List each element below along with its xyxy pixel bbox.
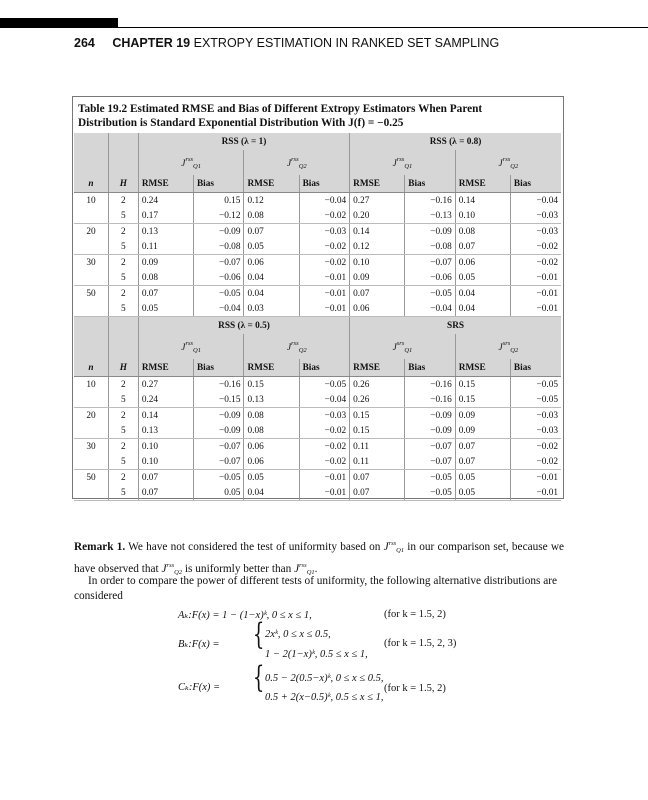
table-cell: 0.20 — [350, 208, 405, 224]
eq-B: Bₖ:F(x) = — [178, 639, 220, 650]
table-cell: −0.05 — [405, 470, 456, 486]
table-row — [74, 270, 561, 286]
table-cell: 5 — [108, 208, 138, 224]
table-cell: 0.05 — [193, 485, 244, 501]
table-cell: 50 — [86, 472, 96, 483]
table-cell — [74, 208, 108, 224]
table-cell: −0.16 — [405, 392, 456, 408]
table-cell: −0.02 — [299, 255, 350, 271]
table-cell: 0.06 — [350, 301, 405, 317]
table-cell — [74, 485, 108, 501]
table-cell — [74, 392, 108, 408]
table-row — [74, 470, 561, 486]
table-cell: 2 — [108, 286, 138, 302]
remark-label: Remark 1. — [74, 541, 126, 553]
table-cell: 2 — [108, 255, 138, 271]
table-cell: −0.04 — [299, 392, 350, 408]
table-cell: 0.10 — [350, 255, 405, 271]
column-header: n — [74, 175, 108, 193]
table-cell: −0.03 — [510, 208, 561, 224]
column-header: H — [108, 359, 138, 377]
table-cell: 0.26 — [350, 392, 405, 408]
table-cell: 0.04 — [244, 286, 299, 302]
table-cell: −0.04 — [193, 301, 244, 317]
table-row — [74, 239, 561, 255]
table-cell: −0.05 — [405, 286, 456, 302]
table-row — [74, 255, 561, 271]
table-cell: −0.01 — [299, 485, 350, 501]
table-cell: 0.15 — [350, 423, 405, 439]
table-cell: 0.10 — [138, 454, 193, 470]
table-row — [74, 423, 561, 439]
table-cell: −0.04 — [510, 193, 561, 209]
table-cell: 0.14 — [350, 224, 405, 240]
table-cell: 30 — [86, 441, 96, 452]
spacer-cell — [108, 133, 138, 150]
table-cell: 0.03 — [244, 301, 299, 317]
table-cell: 5 — [108, 301, 138, 317]
table-cell: −0.07 — [405, 255, 456, 271]
table-cell: −0.08 — [405, 239, 456, 255]
column-header: Bias — [510, 359, 561, 377]
estimator-label: $J^{rss}_{Q2}$ — [244, 150, 350, 175]
eq-C: Cₖ:F(x) = — [178, 682, 221, 693]
body-paragraph: In order to compare the power of different tests of uniformity, the following alternative distributions are considered — [74, 575, 557, 602]
remark-sym-1: $J^{rss}_{Q1}$ — [383, 540, 405, 554]
table-cell: 0.04 — [455, 301, 510, 317]
spacer-cell — [74, 317, 108, 335]
spacer-cell — [108, 334, 138, 359]
table-cell: 2 — [108, 377, 138, 393]
table-cell: −0.16 — [405, 193, 456, 209]
table-row — [74, 286, 561, 302]
table-cell: 0.06 — [244, 454, 299, 470]
spacer-cell — [108, 150, 138, 175]
table-cell: −0.01 — [510, 485, 561, 501]
table-cell: 5 — [108, 454, 138, 470]
table-cell: 0.09 — [138, 255, 193, 271]
group-header-row — [74, 133, 561, 150]
table-cell — [74, 301, 108, 317]
column-header: RMSE — [138, 359, 193, 377]
table-cell: −0.13 — [405, 208, 456, 224]
spacer-cell — [74, 133, 108, 150]
group-label-right: SRS — [350, 317, 561, 335]
group-label-right: RSS (λ = 0.8) — [350, 133, 561, 150]
table-row — [74, 408, 561, 424]
chapter-title: EXTROPY ESTIMATION IN RANKED SET SAMPLING — [193, 36, 500, 50]
column-header-row — [74, 359, 561, 377]
table-cell: −0.06 — [193, 270, 244, 286]
column-header: RMSE — [455, 359, 510, 377]
table-cell: −0.01 — [299, 301, 350, 317]
table-cell: −0.09 — [193, 408, 244, 424]
table-row — [74, 439, 561, 455]
table-cell: −0.09 — [405, 224, 456, 240]
table-cell: 20 — [86, 226, 96, 237]
table-cell: 0.07 — [350, 485, 405, 501]
estimator-label: $J^{srs}_{Q2}$ — [455, 334, 561, 359]
column-header: RMSE — [244, 359, 299, 377]
table-cell: 0.05 — [455, 270, 510, 286]
spacer-cell — [74, 150, 108, 175]
eq-C-case2: 0.5 + 2(x−0.5)ᵏ, 0.5 ≤ x ≤ 1, — [265, 692, 384, 703]
estimator-label: $J^{rss}_{Q1}$ — [138, 334, 244, 359]
eq-C-note: (for k = 1.5, 2) — [384, 683, 446, 694]
table-cell: 30 — [86, 257, 96, 268]
table-cell: 0.07 — [244, 224, 299, 240]
table-cell: 0.26 — [350, 377, 405, 393]
column-header: Bias — [510, 175, 561, 193]
table-cell: 0.04 — [244, 485, 299, 501]
table-cell: −0.01 — [510, 301, 561, 317]
table-cell: −0.03 — [510, 423, 561, 439]
column-header: RMSE — [244, 175, 299, 193]
table-cell: −0.02 — [510, 439, 561, 455]
table-cell: −0.01 — [299, 270, 350, 286]
column-header: n — [74, 359, 108, 377]
table-cell: 0.24 — [138, 392, 193, 408]
table-cell: −0.02 — [510, 454, 561, 470]
estimator-header-row — [74, 334, 561, 359]
column-header: Bias — [405, 359, 456, 377]
table-cell: 0.06 — [244, 255, 299, 271]
table-cell: −0.04 — [405, 301, 456, 317]
table-cell: −0.03 — [510, 408, 561, 424]
eq-A: Aₖ:F(x) = 1 − (1−x)ᵏ, 0 ≤ x ≤ 1, — [178, 610, 312, 621]
table-cell: 0.15 — [350, 408, 405, 424]
chapter-label: CHAPTER 19 — [112, 36, 191, 50]
table-cell: −0.08 — [193, 239, 244, 255]
table-cell: 0.06 — [455, 255, 510, 271]
table-cell: 0.08 — [244, 408, 299, 424]
eq-C-case1: 0.5 − 2(0.5−x)ᵏ, 0 ≤ x ≤ 0.5, — [265, 673, 384, 684]
spacer-cell — [74, 334, 108, 359]
estimator-header-row — [74, 150, 561, 175]
table-cell: 0.07 — [455, 239, 510, 255]
table-cell — [74, 270, 108, 286]
group-label-left: RSS (λ = 1) — [138, 133, 349, 150]
column-header: Bias — [193, 359, 244, 377]
table-cell: 0.07 — [455, 439, 510, 455]
table-cell — [74, 423, 108, 439]
table-cell: 0.24 — [138, 193, 193, 209]
table-cell: 0.17 — [138, 208, 193, 224]
table-cell: 0.10 — [138, 439, 193, 455]
table-cell: 0.13 — [244, 392, 299, 408]
table-cell: 0.15 — [244, 377, 299, 393]
table-cell: −0.02 — [510, 239, 561, 255]
table-cell: 20 — [86, 410, 96, 421]
header-bar — [0, 18, 118, 28]
table-cell: −0.01 — [510, 270, 561, 286]
table-cell: −0.07 — [193, 255, 244, 271]
page-number: 264 — [74, 36, 95, 50]
table-cell: 0.08 — [244, 423, 299, 439]
estimator-label: $J^{rss}_{Q2}$ — [455, 150, 561, 175]
table-cell: 0.05 — [244, 239, 299, 255]
table-cell: −0.02 — [299, 239, 350, 255]
table-cell: 0.07 — [350, 470, 405, 486]
table-cell: −0.16 — [405, 377, 456, 393]
table-cell: −0.02 — [299, 208, 350, 224]
column-header-row — [74, 175, 561, 193]
table-cell: 0.08 — [455, 224, 510, 240]
table-cell: 10 — [86, 379, 96, 390]
table-cell: −0.05 — [299, 377, 350, 393]
table-cell: 0.07 — [138, 286, 193, 302]
table-cell: 2 — [108, 193, 138, 209]
column-header: RMSE — [350, 175, 405, 193]
table-cell: 0.15 — [455, 392, 510, 408]
table-cell: −0.16 — [193, 377, 244, 393]
group-header-row — [74, 317, 561, 335]
table-cell: 2 — [108, 408, 138, 424]
table-cell: 0.14 — [455, 193, 510, 209]
table-cell: 0.05 — [138, 301, 193, 317]
table-cell: −0.04 — [299, 193, 350, 209]
estimator-label: $J^{rss}_{Q2}$ — [244, 334, 350, 359]
table-row — [74, 301, 561, 317]
table-cell — [74, 239, 108, 255]
table-cell: 0.04 — [455, 286, 510, 302]
table-cell: 0.27 — [138, 377, 193, 393]
table-cell: −0.09 — [405, 408, 456, 424]
table-cell: −0.12 — [193, 208, 244, 224]
table-cell: −0.09 — [405, 423, 456, 439]
header-rule — [118, 27, 648, 28]
table-cell: 0.07 — [138, 485, 193, 501]
remark-text-2: in our comparison set, because we have observed that — [74, 541, 564, 575]
table-cell: 0.15 — [193, 193, 244, 209]
eq-B-case1: 2xᵏ, 0 ≤ x ≤ 0.5, — [265, 629, 331, 640]
table-cell: −0.05 — [510, 392, 561, 408]
table-cell: 0.11 — [350, 439, 405, 455]
table-cell: −0.05 — [193, 286, 244, 302]
table-row — [74, 193, 561, 209]
table-row — [74, 377, 561, 393]
table-cell: −0.07 — [193, 454, 244, 470]
table-row — [74, 485, 561, 501]
table-cell: 2 — [108, 439, 138, 455]
table-cell: −0.02 — [299, 439, 350, 455]
table-cell: 0.13 — [138, 224, 193, 240]
table-cell: −0.05 — [405, 485, 456, 501]
table-cell: −0.09 — [193, 224, 244, 240]
table-caption-line2: Distribution is Standard Exponential Distribution With J(f) = −0.25 — [78, 117, 404, 129]
table-cell: 0.05 — [244, 470, 299, 486]
table-cell: −0.05 — [510, 377, 561, 393]
table-cell: −0.03 — [299, 224, 350, 240]
table-cell: 0.09 — [455, 408, 510, 424]
column-header: RMSE — [138, 175, 193, 193]
remark-text-3: is uniformly better than — [184, 563, 292, 575]
column-header: Bias — [299, 359, 350, 377]
table-cell: 0.08 — [138, 270, 193, 286]
remark-text-1: We have not considered the test of uniformity based on — [128, 541, 381, 553]
table-cell: −0.02 — [299, 454, 350, 470]
table-cell: −0.03 — [510, 224, 561, 240]
table-row — [74, 224, 561, 240]
table-cell: 5 — [108, 270, 138, 286]
table-cell: −0.15 — [193, 392, 244, 408]
column-header: RMSE — [350, 359, 405, 377]
eq-B-note: (for k = 1.5, 2, 3) — [384, 638, 457, 649]
table-cell: 0.12 — [244, 193, 299, 209]
table-caption — [78, 102, 558, 130]
column-header: H — [108, 175, 138, 193]
table-cell: 0.10 — [455, 208, 510, 224]
table-cell: 0.09 — [350, 270, 405, 286]
table-cell: 0.05 — [455, 470, 510, 486]
spacer-cell — [108, 317, 138, 335]
table-cell — [74, 454, 108, 470]
table-cell: 0.14 — [138, 408, 193, 424]
column-header: Bias — [405, 175, 456, 193]
table-cell: −0.01 — [299, 470, 350, 486]
estimator-label: $J^{srs}_{Q1}$ — [350, 334, 456, 359]
table-cell: −0.07 — [193, 439, 244, 455]
table-cell: 0.13 — [138, 423, 193, 439]
table-cell: 2 — [108, 224, 138, 240]
table-cell: −0.07 — [405, 454, 456, 470]
table-cell: 0.07 — [350, 286, 405, 302]
column-header: RMSE — [455, 175, 510, 193]
group-label-left: RSS (λ = 0.5) — [138, 317, 349, 335]
table-cell: 0.09 — [455, 423, 510, 439]
table-cell: 5 — [108, 423, 138, 439]
column-header: Bias — [299, 175, 350, 193]
table-row — [74, 208, 561, 224]
table-cell: 0.12 — [350, 239, 405, 255]
table-cell: 2 — [108, 470, 138, 486]
table-caption-line1: Table 19.2 Estimated RMSE and Bias of Different Extropy Estimators When Parent — [78, 103, 483, 115]
table-cell: 0.11 — [138, 239, 193, 255]
table-cell: 0.05 — [455, 485, 510, 501]
table-cell: −0.06 — [405, 270, 456, 286]
table-cell: 5 — [108, 239, 138, 255]
table-cell: −0.02 — [299, 423, 350, 439]
table-cell: −0.09 — [193, 423, 244, 439]
table-cell: 0.04 — [244, 270, 299, 286]
table-cell: 10 — [86, 195, 96, 206]
table-cell: −0.01 — [299, 286, 350, 302]
table-cell: 0.08 — [244, 208, 299, 224]
remark-sym-3: $J^{rss}_{Q1}$ — [294, 562, 315, 576]
table-cell: 0.07 — [455, 454, 510, 470]
table-cell: −0.01 — [510, 286, 561, 302]
eq-B-brace: { — [252, 617, 265, 652]
table-row — [74, 454, 561, 470]
table-cell: 50 — [86, 288, 96, 299]
table-cell: 5 — [108, 392, 138, 408]
remark-sym-2: $J^{rss}_{Q2}$ — [161, 562, 183, 576]
table-cell: 0.06 — [244, 439, 299, 455]
eq-A-note: (for k = 1.5, 2) — [384, 609, 446, 620]
eq-B-case2: 1 − 2(1−x)ᵏ, 0.5 ≤ x ≤ 1, — [265, 649, 368, 660]
table-cell: −0.01 — [510, 470, 561, 486]
table-cell: −0.02 — [510, 255, 561, 271]
estimator-label: $J^{rss}_{Q1}$ — [350, 150, 456, 175]
running-header — [74, 36, 499, 50]
remark: Remark 1. We have not considered the test of uniformity based on $J^{rss}_{Q1}$ in our comparison set, because we have observed that $J^{rss}_{Q2}$ is uniformly better than $J^{rss}_{Q1}$. — [74, 540, 564, 576]
table-cell: −0.07 — [405, 439, 456, 455]
table-cell: −0.05 — [193, 470, 244, 486]
table-cell: 0.15 — [455, 377, 510, 393]
table-cell: 5 — [108, 485, 138, 501]
table-cell: 0.07 — [138, 470, 193, 486]
estimator-label: $J^{rss}_{Q1}$ — [138, 150, 244, 175]
table-cell: 0.27 — [350, 193, 405, 209]
column-header: Bias — [193, 175, 244, 193]
results-table — [74, 133, 561, 501]
eq-C-brace: { — [252, 660, 265, 695]
table-cell: 0.11 — [350, 454, 405, 470]
table-cell: −0.03 — [299, 408, 350, 424]
table-row — [74, 392, 561, 408]
